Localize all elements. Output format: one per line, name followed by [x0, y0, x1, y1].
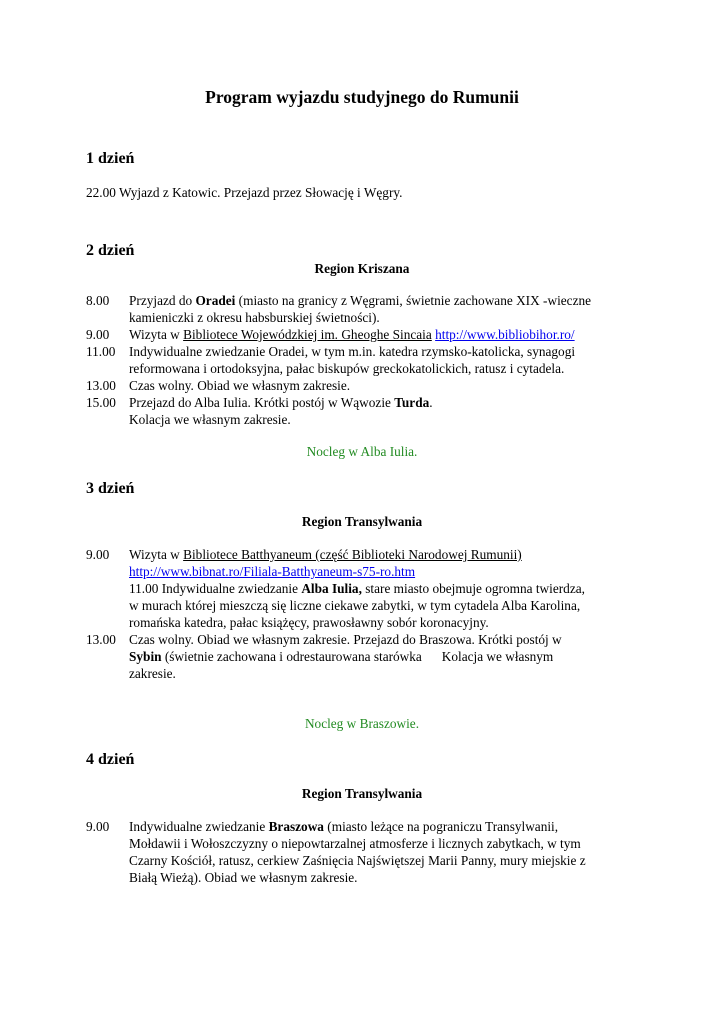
- day2-entry-5: [129, 395, 433, 411]
- library-name: Bibliotece Batthyaneum (część Biblioteki Narodowej Rumunii): [183, 547, 522, 562]
- day2-entry-1: [129, 293, 591, 309]
- text: Przyjazd do: [129, 293, 196, 308]
- text: (miasto na granicy z Węgrami, świetnie zachowane XIX -wieczne: [235, 293, 592, 308]
- day3-night: Nocleg w Braszowie.: [304, 716, 420, 731]
- day1-heading: 1 dzień: [86, 150, 135, 167]
- day3-entry-2-cont2: zakresie.: [129, 666, 176, 681]
- day4-entry-1-cont: Mołdawii i Wołoszczyzny o niepowtarzalnej atmosferze i licznych zabytkach, w tym: [129, 836, 581, 851]
- text: stare miasto obejmuje ogromna twierdza,: [361, 581, 585, 596]
- day2-time-1: 8.00: [86, 293, 110, 308]
- text: Przejazd do Alba Iulia. Krótki postój w Wąwozie: [129, 395, 395, 410]
- place-name: Oradei: [195, 293, 236, 308]
- day3-region: Region Transylwania: [301, 514, 423, 529]
- place-name: Braszowa: [268, 819, 324, 834]
- place-name: Alba Iulia,: [301, 581, 362, 596]
- text: Wizyta w: [129, 547, 184, 562]
- day2-night: Nocleg w Alba Iulia.: [306, 444, 418, 459]
- day3-entry-1-cont3: romańska katedra, pałac książęcy, prawosławny sobór koronacyjny.: [129, 615, 489, 630]
- library-link[interactable]: http://www.bibnat.ro/Filiala-Batthyaneum-s75-ro.htm: [129, 564, 416, 579]
- text: 11.00 Indywidualne zwiedzanie: [129, 581, 302, 596]
- day4-entry-1-cont2: Czarny Kościół, ratusz, cerkiew Zaśnięcia Najświętszej Marii Panny, mury miejskie z: [129, 853, 586, 868]
- day4-time-1: 9.00: [86, 819, 110, 834]
- day2-time-5: 15.00: [86, 395, 116, 410]
- day2-time-2: 9.00: [86, 327, 110, 342]
- day2-entry-3-cont: reformowana i ortodoksyjna, pałac biskupów greckokatolickich, ratusz i cytadela.: [129, 361, 565, 376]
- day3-time-1: 9.00: [86, 547, 110, 562]
- day2-entry-1-cont: kamieniczki z okresu habsburskiej świetności).: [129, 310, 380, 325]
- day2-region: Region Kriszana: [314, 261, 410, 276]
- day2-heading: 2 dzień: [86, 242, 135, 259]
- library-link[interactable]: http://www.bibliobihor.ro/: [435, 327, 575, 342]
- day2-entry-4: Czas wolny. Obiad we własnym zakresie.: [129, 378, 351, 393]
- day2-entry-3: Indywidualne zwiedzanie Oradei, w tym m.in. katedra rzymsko-katolicka, synagogi: [129, 344, 576, 359]
- text: .: [429, 395, 433, 410]
- day2-time-3: 11.00: [86, 344, 116, 359]
- day2-time-4: 13.00: [86, 378, 116, 393]
- text: Wizyta w: [129, 327, 184, 342]
- day3-entry-1-cont: [129, 581, 585, 597]
- day3-entry-1-link-line: [129, 564, 415, 580]
- document-title: Program wyjazdu studyjnego do Rumunii: [205, 87, 519, 107]
- place-name: Sybin: [129, 649, 162, 664]
- library-name: Bibliotece Wojewódzkiej im. Gheoghe Sincaia: [183, 327, 432, 342]
- day4-entry-1: [129, 819, 558, 835]
- day2-entry-2: [129, 327, 575, 343]
- day4-heading: 4 dzień: [86, 751, 135, 768]
- day4-entry-1-cont3: Białą Wieżą). Obiad we własnym zakresie.: [129, 870, 358, 885]
- day2-entry-5-cont: Kolacja we własnym zakresie.: [129, 412, 291, 427]
- place-name: Turda: [394, 395, 430, 410]
- day3-entry-1-cont2: w murach której mieszczą się liczne ciekawe zabytki, w tym cytadela Alba Karolina,: [129, 598, 581, 613]
- day3-entry-2: Czas wolny. Obiad we własnym zakresie. Przejazd do Braszowa. Krótki postój w: [129, 632, 562, 647]
- day3-time-2: 13.00: [86, 632, 116, 647]
- day3-heading: 3 dzień: [86, 480, 135, 497]
- text: (świetnie zachowana i odrestaurowana starówka Kolacja we własnym: [161, 649, 554, 664]
- day3-entry-1: [129, 547, 522, 563]
- day1-line: 22.00 Wyjazd z Katowic. Przejazd przez Słowację i Węgry.: [86, 185, 403, 200]
- text: Indywidualne zwiedzanie: [129, 819, 269, 834]
- day3-entry-2-cont: [129, 649, 553, 665]
- day4-region: Region Transylwania: [301, 786, 423, 801]
- text: (miasto leżące na pograniczu Transylwanii,: [323, 819, 559, 834]
